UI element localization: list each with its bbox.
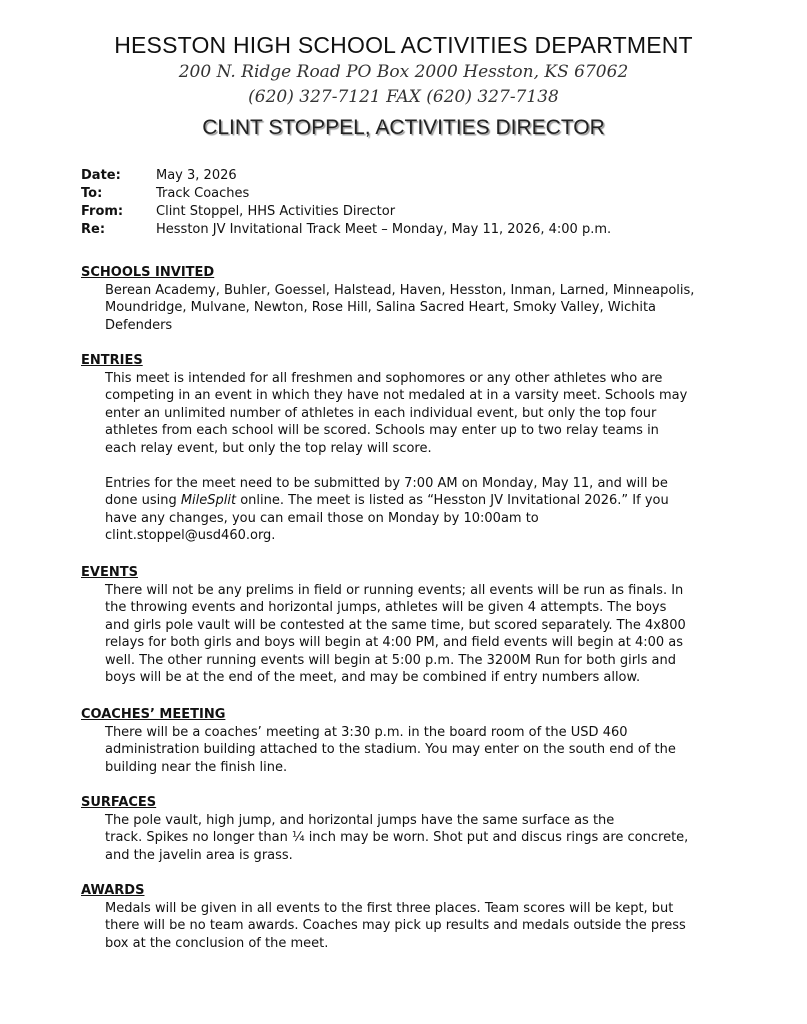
- memo-re-label: Re:: [81, 222, 106, 237]
- section-awards: [81, 882, 726, 952]
- memo-to-label: To:: [81, 186, 103, 201]
- section-body: [105, 812, 726, 865]
- section-schools-invited: [81, 264, 726, 334]
- memo-header: [81, 167, 611, 239]
- section-entries: [81, 352, 726, 545]
- body-line: building near the finish line.: [105, 759, 288, 775]
- body-text: online. The meet is listed as “Hesston JV Invitational 2026.” If you: [236, 493, 669, 508]
- memo-date-label: Date:: [81, 168, 121, 183]
- section-body: [105, 370, 726, 545]
- section-body: [105, 282, 726, 335]
- body-line: well. The other running events will begin at 5:00 p.m. The 3200M Run for both girls and: [105, 652, 677, 668]
- section-heading: SURFACES: [81, 795, 157, 810]
- letterhead-title: HESSTON HIGH SCHOOL ACTIVITIES DEPARTMENT: [114, 32, 693, 58]
- body-line: There will be a coaches’ meeting at 3:30 p.m. in the board room of the USD 460: [105, 724, 628, 740]
- section-heading: SCHOOLS INVITED: [81, 265, 215, 280]
- letterhead-address: 200 N. Ridge Road PO Box 2000 Hesston, KS 67062: [178, 62, 629, 82]
- body-line: and the javelin area is grass.: [105, 847, 293, 863]
- body-line: Moundridge, Mulvane, Newton, Rose Hill, Salina Sacred Heart, Smoky Valley, Wichita: [105, 300, 657, 315]
- body-line: enter an unlimited number of athletes in each individual event, but only the top four: [105, 405, 657, 421]
- body-line: there will be no team awards. Coaches may pick up results and medals outside the press: [105, 918, 686, 933]
- body-line: the throwing events and horizontal jumps, athletes will be given 4 attempts. The boys: [105, 600, 667, 615]
- memo-from-value: Clint Stoppel, HHS Activities Director: [156, 204, 396, 219]
- body-line: athletes from each school will be scored. Schools may enter up to two relay teams in: [105, 423, 659, 438]
- body-line: Medals will be given in all events to the first three places. Team scores will be kept, but: [105, 900, 674, 916]
- body-line: administration building attached to the stadium. You may enter on the south end of the: [105, 742, 676, 757]
- memo-re-value: Hesston JV Invitational Track Meet – Monday, May 11, 2026, 4:00 p.m.: [156, 222, 612, 237]
- contact-email: clint.stoppel@usd460.org.: [105, 528, 276, 543]
- letterhead-director: CLINT STOPPEL, ACTIVITIES DIRECTOR: [202, 116, 605, 139]
- body-line: [105, 492, 726, 510]
- body-line: and girls pole vault will be contested at the same time, but scored separately. The 4x800: [105, 617, 686, 633]
- letterhead: [0, 0, 807, 143]
- section-heading: COACHES’ MEETING: [81, 707, 226, 722]
- section-body: [105, 724, 726, 777]
- section-body: [105, 900, 726, 953]
- memo-to-row: [81, 185, 611, 203]
- body-line: track. Spikes no longer than ¼ inch may be worn. Shot put and discus rings are concrete,: [105, 830, 689, 845]
- body-line: Berean Academy, Buhler, Goessel, Halstead, Haven, Hesston, Inman, Larned, Minneapolis,: [105, 282, 695, 298]
- section-events: [81, 564, 726, 687]
- section-coaches-meeting: [81, 706, 726, 776]
- section-heading: AWARDS: [81, 883, 145, 898]
- memo-date-row: [81, 167, 611, 185]
- section-heading: ENTRIES: [81, 353, 143, 368]
- body-line: box at the conclusion of the meet.: [105, 935, 329, 951]
- section-heading: EVENTS: [81, 565, 138, 580]
- body-line: competing in an event in which they have not medaled at in a varsity meet. Schools may: [105, 388, 688, 403]
- memo-from-label: From:: [81, 204, 124, 219]
- body-line: This meet is intended for all freshmen and sophomores or any other athletes who are: [105, 370, 663, 386]
- memo-to-value: Track Coaches: [156, 186, 250, 201]
- milesplit-emphasis: MileSplit: [180, 493, 237, 508]
- body-line: The pole vault, high jump, and horizontal jumps have the same surface as the: [105, 812, 615, 828]
- body-line: There will not be any prelims in field or running events; all events will be run as finals. In: [105, 582, 684, 598]
- body-line: boys will be at the end of the meet, and may be combined if entry numbers allow.: [105, 670, 641, 685]
- body-line: Entries for the meet need to be submitted by 7:00 AM on Monday, May 11, and will be: [105, 475, 668, 491]
- section-body: [105, 582, 726, 687]
- body-text: done using: [105, 493, 181, 508]
- body-line: have any changes, you can email those on Monday by 10:00am to: [105, 510, 539, 526]
- body-line: Defenders: [105, 317, 173, 333]
- body-line: relays for both girls and boys will begin at 4:00 PM, and field events will begin at 4:00 as: [105, 635, 684, 650]
- paragraph-gap: [105, 457, 726, 475]
- memo-from-row: [81, 203, 611, 221]
- letterhead-phone: (620) 327-7121 FAX (620) 327-7138: [248, 87, 559, 107]
- memo-date-value: May 3, 2026: [156, 168, 237, 183]
- section-surfaces: [81, 794, 726, 864]
- body-line: each relay event, but only the top relay will score.: [105, 440, 432, 456]
- memo-re-row: [81, 221, 611, 239]
